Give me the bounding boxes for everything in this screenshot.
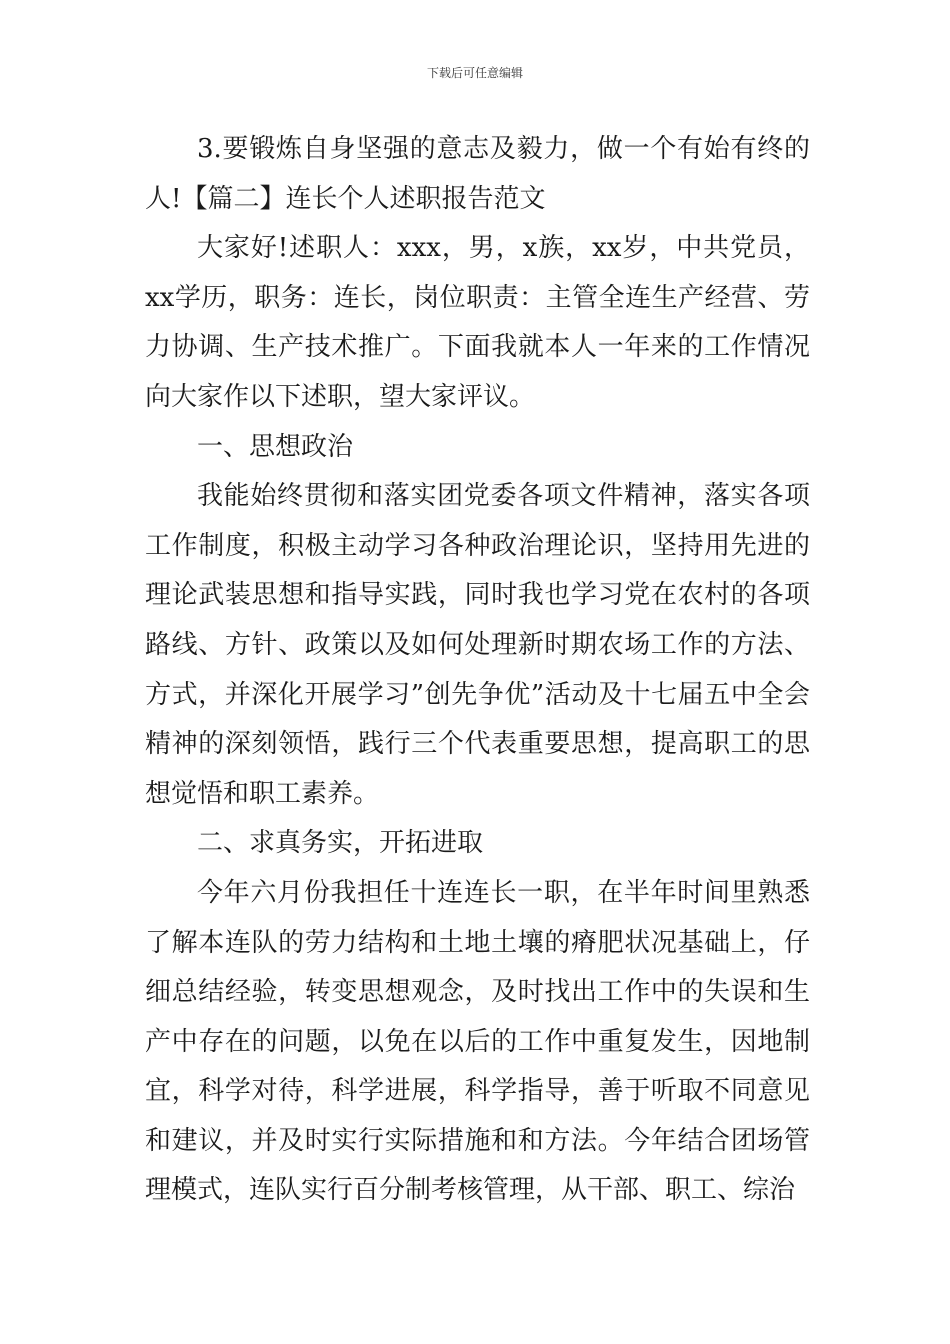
section-heading-political: 一、思想政治 (197, 431, 354, 462)
document-body (145, 125, 810, 1216)
paragraph-practical: 今年六月份我担任十连连长一职，在半年时间里熟悉了解本连队的劳力结构和土地土壤的瘠肥状况基础上，仔细总结经验，转变思想观念，及时找出工作中的失误和生产中存在的问题，以免在以后的工作中重复发生，因地制宜，科学对待，科学进展，科学指导，善于听取不同意见和建议，并及时实行实际措施和和方法。今年结合团场管理模式，连队实行百分制考核管理，从干部、职工、综治 (145, 877, 810, 1206)
section-heading-practical: 二、求真务实，开拓进取 (197, 828, 484, 859)
page-header-note: 下载后可任意编辑 (426, 66, 523, 80)
paragraph-political: 我能始终贯彻和落实团党委各项文件精神，落实各项工作制度，积极主动学习各种政治理论识，坚持用先进的理论武装思想和指导实践，同时我也学习党在农村的各项路线、方针、政策以及如何处理新时期农场工作的方法、方式，并深化开展学习”创先争优”活动及十七届五中全会精神的深刻领悟，践行三个代表重要思想，提高职工的思想觉悟和职工素养。 (145, 481, 810, 809)
paragraph-closing-point: 3.要锻炼自身坚强的意志及毅力，做一个有始有终的人!【篇二】连长个人述职报告范文 (145, 134, 810, 214)
paragraph-greeting: 大家好!述职人：xxx，男，x族，xx岁，中共党员，xx学历，职务：连长，岗位职责：主管全连生产经营、劳力协调、生产技术推广。下面我就本人一年来的工作情况向大家作以下述职，望大家评议。 (145, 233, 810, 412)
